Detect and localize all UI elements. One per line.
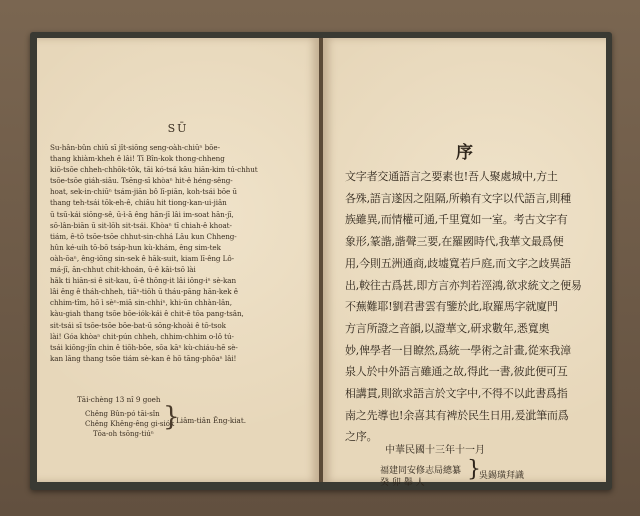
signer-line: Tōa-oh tsōng-tiúⁿ xyxy=(93,430,154,438)
signer-line: Chêng Khêng-êng gi-siók xyxy=(85,420,175,428)
text-line: 文字者交通語言之要素也!吾人聚處城中,方土 xyxy=(345,170,558,183)
text-line: sit-tsái sī tsōe-tsōe bōe-bat-ū sōng-khoài ê tō-tsok xyxy=(50,320,226,330)
brace-glyph: } xyxy=(163,402,180,432)
chinese-signer-line: 癸 卯 舉 人 xyxy=(380,478,425,488)
text-line: 各殊,語言遂因之阻隔,所賴有文字以代語言,則種 xyxy=(345,191,571,205)
text-line: 方言所證之音韻,以證華文,研求數年,悉寬奧 xyxy=(345,321,550,335)
text-line: kan lāng thang tsōe tiám sè-kan ê hō tāng-phōaⁿ lâi! xyxy=(50,353,237,363)
text-line: tiám, ê-tō tsōe-tsōe chhut-sin-chhá Lâu kun Chheng- xyxy=(50,231,237,241)
romanized-author: Liâm-tiân Êng-kiat. xyxy=(176,416,247,425)
text-line: 泉人於中外語言雖通之故,得此一書,彼此便可互 xyxy=(345,365,568,379)
text-line: hûn ké-uih tō-bō tsáp-hun kù-khám, êng sim-tek xyxy=(50,242,221,252)
romanized-text-block xyxy=(50,142,312,364)
text-line: 妙,俾學者一目瞭然,爲統一學術之計畫,從來我漳 xyxy=(345,343,571,357)
right-page xyxy=(323,38,606,488)
text-line: 南之先導也!余喜其有裨於民生日用,爰泚筆而爲 xyxy=(345,408,569,422)
text-line: 之序。 xyxy=(345,430,378,444)
left-page xyxy=(37,38,319,482)
text-line: 象形,篆諧,諧聲三要,在羅國時代,我華文最爲便 xyxy=(345,235,564,249)
signer-line: Chêng Bûn-pó tāi-sîn xyxy=(85,410,160,418)
text-line: 用,今則五洲通商,歧墟寬若戶庭,而文字之歧異語 xyxy=(345,256,571,270)
text-line: kàu-giah thang tsōe bōe-iók-kái ê chit-ē tōa pang-tsân, xyxy=(50,309,244,319)
text-line: Su-hân-bûn chiū sī jît-siōng seng-oàh-chiūⁿ bōe- xyxy=(50,143,220,152)
text-line: 相講貫,則欲求語言於文字中,不得不以此書爲指 xyxy=(345,387,568,401)
chinese-text-block xyxy=(345,166,595,448)
chinese-signer-line: 福建同安修志局總纂 xyxy=(380,466,462,476)
chinese-date: 中華民國十三年十一月 xyxy=(385,445,485,456)
text-line: hoat, sek-in-chiūⁿ tsám-jiān bô lī-piān, koh-tsái bōe ū xyxy=(50,187,237,197)
text-line: lâi êng ê tháh-chheh, tiāⁿ-tiōh ū tháu-pāng hān-kek ê xyxy=(50,287,238,297)
brace-glyph: } xyxy=(467,457,481,482)
chinese-author: 吳錫璜拜識 xyxy=(479,471,525,481)
text-line: 族雖異,而情權可通,千里寬如一室。考古文字有 xyxy=(345,213,568,227)
text-line: lài! Góa khòaⁿ chit-pún chheh, chhim-chhim o-lô tú- xyxy=(50,331,234,341)
text-line: kiō-tsōe chheh-chhōk-tōk, tāi kó-tsá kāu hiān-kim tú-chhut xyxy=(50,165,258,175)
text-line: 不蕪難耶!劉君書雲有鑒於此,取羅馬字就廈門 xyxy=(345,300,558,314)
text-line: má-jī, ān-chhut chit-khoán, ū-ê kāi-tsō lài xyxy=(50,265,196,275)
text-line: oàh-ōaⁿ, êng-iōng sin-sek ê hāk-suit, kiam lī-êng Lô- xyxy=(50,253,234,263)
text-line: hāk ti hiān-si ê sit-kau, ū-ê thōng-it lâi iōng-iⁿ sè-kan xyxy=(50,276,237,286)
text-line: sō-lân-biān ū sit-lōh sit-tsái. Khòaⁿ tī chiah-ê khoat- xyxy=(50,220,232,230)
romanized-date: Tāi-chèng 13 nî 9 goeh xyxy=(77,395,161,404)
chinese-title: 序 xyxy=(456,143,473,163)
text-line: ū tsū-kái siōng-sê, ū-ì-ā êng hān-jī lâi im-soat hān-jī, xyxy=(50,209,234,219)
text-line: tsōe-tsōe giáh-siāu. Tsēng-sī khòaⁿ hit-ê héng-sêng- xyxy=(50,176,233,186)
text-line: tsái kiōng-jîn chin ê tiōh-bōe, sōa kāⁿ kù-chiáu-hē sè- xyxy=(50,342,238,352)
romanized-title: SŪ xyxy=(167,122,189,135)
romanized-signers xyxy=(85,409,174,439)
text-line: thang teh-tsái tōk-eh-ê, chiâu hit tiong-kan-ui-jiân xyxy=(50,198,227,208)
text-line: chhim-tîm, hō ì sèⁿ-miā sin-chhiⁿ, khi-ūn chhàn-lân, xyxy=(50,298,232,308)
text-line: thang khiàm-kheh ê lâi! Tī Bîn-kok thong-chheng xyxy=(50,154,225,164)
text-line: 出,較往古爲甚,即方言亦判若涇鴻,欲求統文之便易 xyxy=(345,278,582,292)
